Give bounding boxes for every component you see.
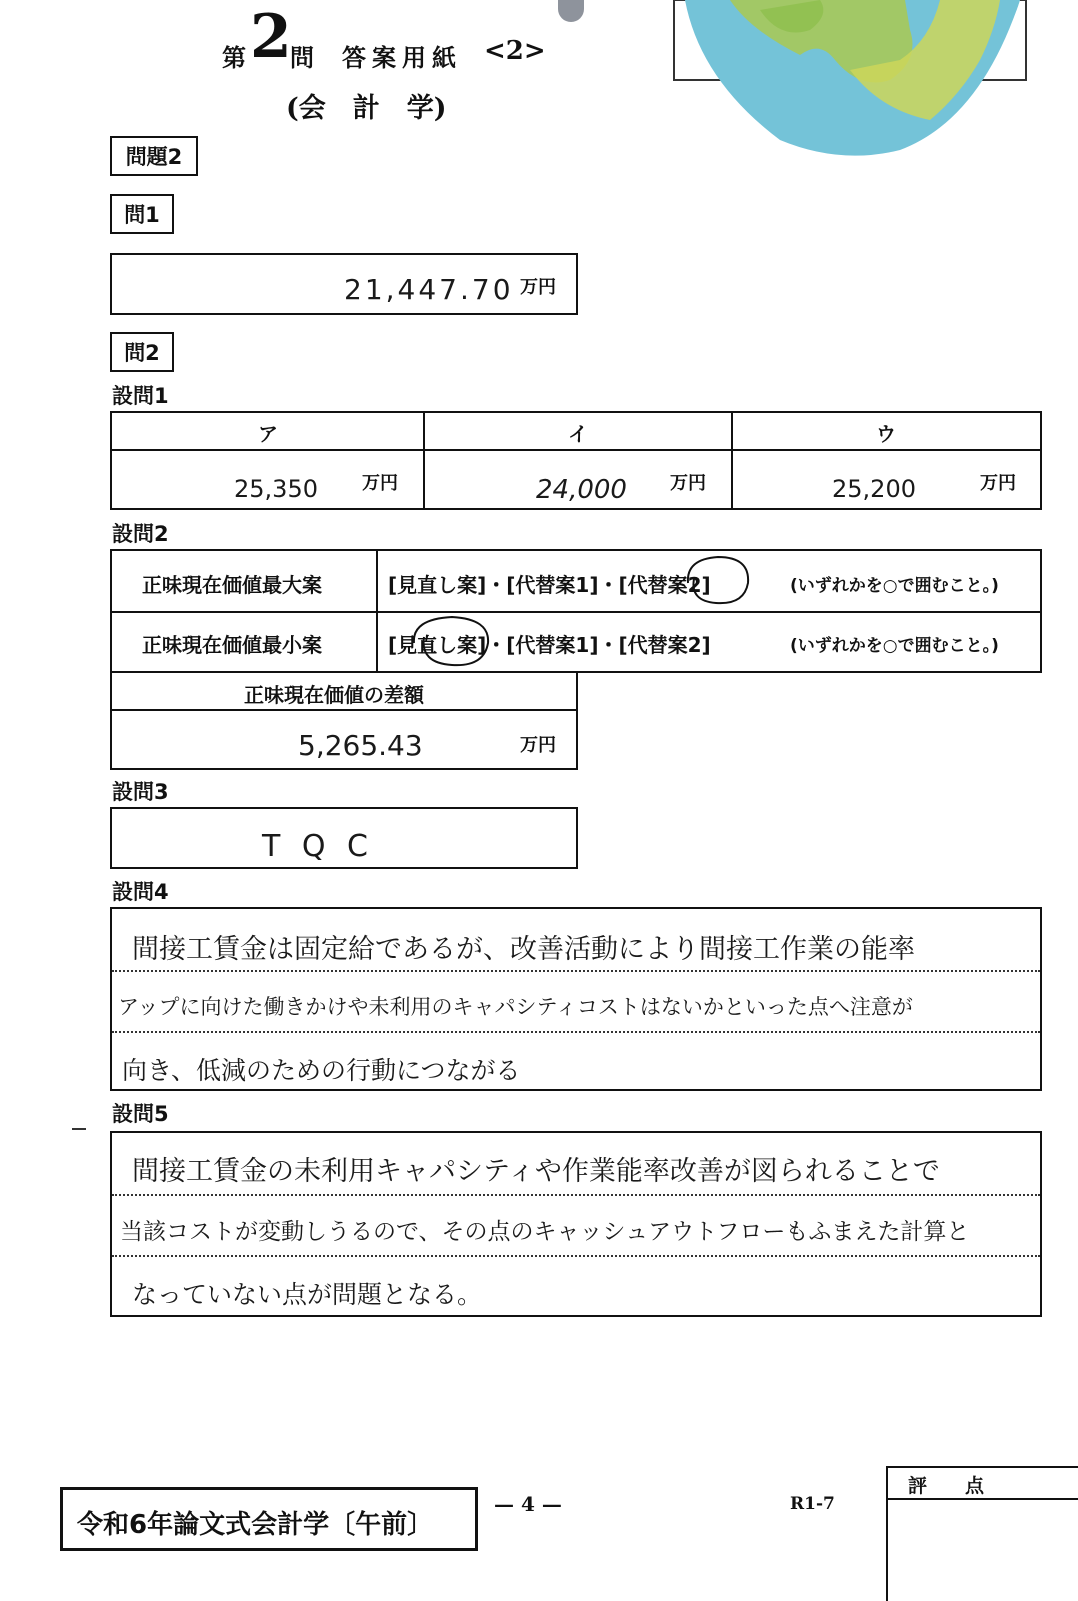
score-label: 評 点 xyxy=(908,1475,985,1497)
s2-diff-head: 正味現在価値の差額 xyxy=(244,683,424,707)
s2-diff-unit: 万円 xyxy=(520,735,556,756)
circle-mark-alt2 xyxy=(680,553,760,607)
q1-answer: 21,447.70 xyxy=(344,273,514,306)
s2-row1-note: (いずれかを○で囲むこと。) xyxy=(790,576,999,596)
s2-diff-box xyxy=(110,671,578,770)
s3-label: 設問3 xyxy=(112,780,169,804)
exam-name-box xyxy=(60,1487,478,1551)
s1-label: 設問1 xyxy=(112,384,169,408)
q1-answer-box[interactable] xyxy=(110,253,578,315)
s1-answer-u[interactable]: 25,200 xyxy=(832,475,916,503)
s3-answer-box[interactable] xyxy=(110,807,578,869)
s2-table xyxy=(110,549,1042,673)
q2-label: 問2 xyxy=(110,332,174,372)
s4-answer-box[interactable] xyxy=(110,907,1042,1091)
s1-unit-a: 万円 xyxy=(362,473,398,494)
s5-line-1: 間接工賃金の未利用キャパシティや作業能率改善が図られることで xyxy=(132,1156,940,1187)
mondai2-label: 問題2 xyxy=(110,136,198,176)
title-dai: 第 xyxy=(222,43,246,72)
s5-answer-box[interactable] xyxy=(110,1131,1042,1317)
s1-unit-i: 万円 xyxy=(670,473,706,494)
s1-header-a: ア xyxy=(258,422,278,446)
s2-diff-answer[interactable]: 5,265.43 xyxy=(298,729,423,762)
s1-header-u: ウ xyxy=(876,422,896,446)
title-mon: 問 xyxy=(290,43,314,72)
s2-label: 設問2 xyxy=(112,522,169,546)
s5-line-2: 当該コストが変動しうるので、その点のキャッシュアウトフローもふまえた計算と xyxy=(120,1219,970,1245)
title-number: 2 xyxy=(250,2,292,72)
s4-line-3: 向き、低減のための行動につながる xyxy=(122,1056,521,1085)
s5-line-3: なっていない点が問題となる。 xyxy=(132,1280,483,1309)
s1-unit-u: 万円 xyxy=(980,473,1016,494)
circle-mark-review xyxy=(402,613,502,671)
s2-row2-head: 正味現在価値最小案 xyxy=(142,633,322,657)
subject-title: (会 計 学) xyxy=(286,93,447,124)
score-box xyxy=(886,1466,1078,1601)
s4-line-1: 間接工賃金は固定給であるが、改善活動により間接工作業の能率 xyxy=(132,934,915,965)
title-answer-sheet: 答案用紙 xyxy=(342,43,462,72)
s5-label: 設問5 xyxy=(112,1102,169,1126)
s2-row2-note: (いずれかを○で囲むこと。) xyxy=(790,636,999,656)
form-code: R1-7 xyxy=(790,1494,835,1514)
q1-label: 問1 xyxy=(110,194,174,234)
s1-answer-a[interactable]: 25,350 xyxy=(234,475,318,503)
page-title xyxy=(216,2,576,72)
s1-table xyxy=(110,411,1042,510)
stray-mark xyxy=(72,1128,86,1130)
s2-row1-options[interactable]: [見直し案]・[代替案1]・[代替案2] xyxy=(388,573,711,597)
page-number: — 4 — xyxy=(494,1492,562,1516)
s4-line-2: アップに向けた働きかけや未利用のキャパシティコストはないかといった点へ注意が xyxy=(118,995,913,1019)
title-page-tag: <2> xyxy=(484,36,546,66)
s3-answer: T Q C xyxy=(262,829,374,864)
exam-name: 令和6年論文式会計学〔午前〕 xyxy=(77,1510,434,1540)
q1-unit: 万円 xyxy=(520,277,556,298)
s1-answer-i[interactable]: 24,000 xyxy=(536,475,627,505)
s1-header-i: イ xyxy=(568,422,588,446)
globe-illustration xyxy=(660,0,1078,170)
s2-row1-head: 正味現在価値最大案 xyxy=(142,573,322,597)
s4-label: 設問4 xyxy=(112,880,169,904)
s2-row2-options[interactable]: [見直し案]・[代替案1]・[代替案2] xyxy=(388,633,711,657)
